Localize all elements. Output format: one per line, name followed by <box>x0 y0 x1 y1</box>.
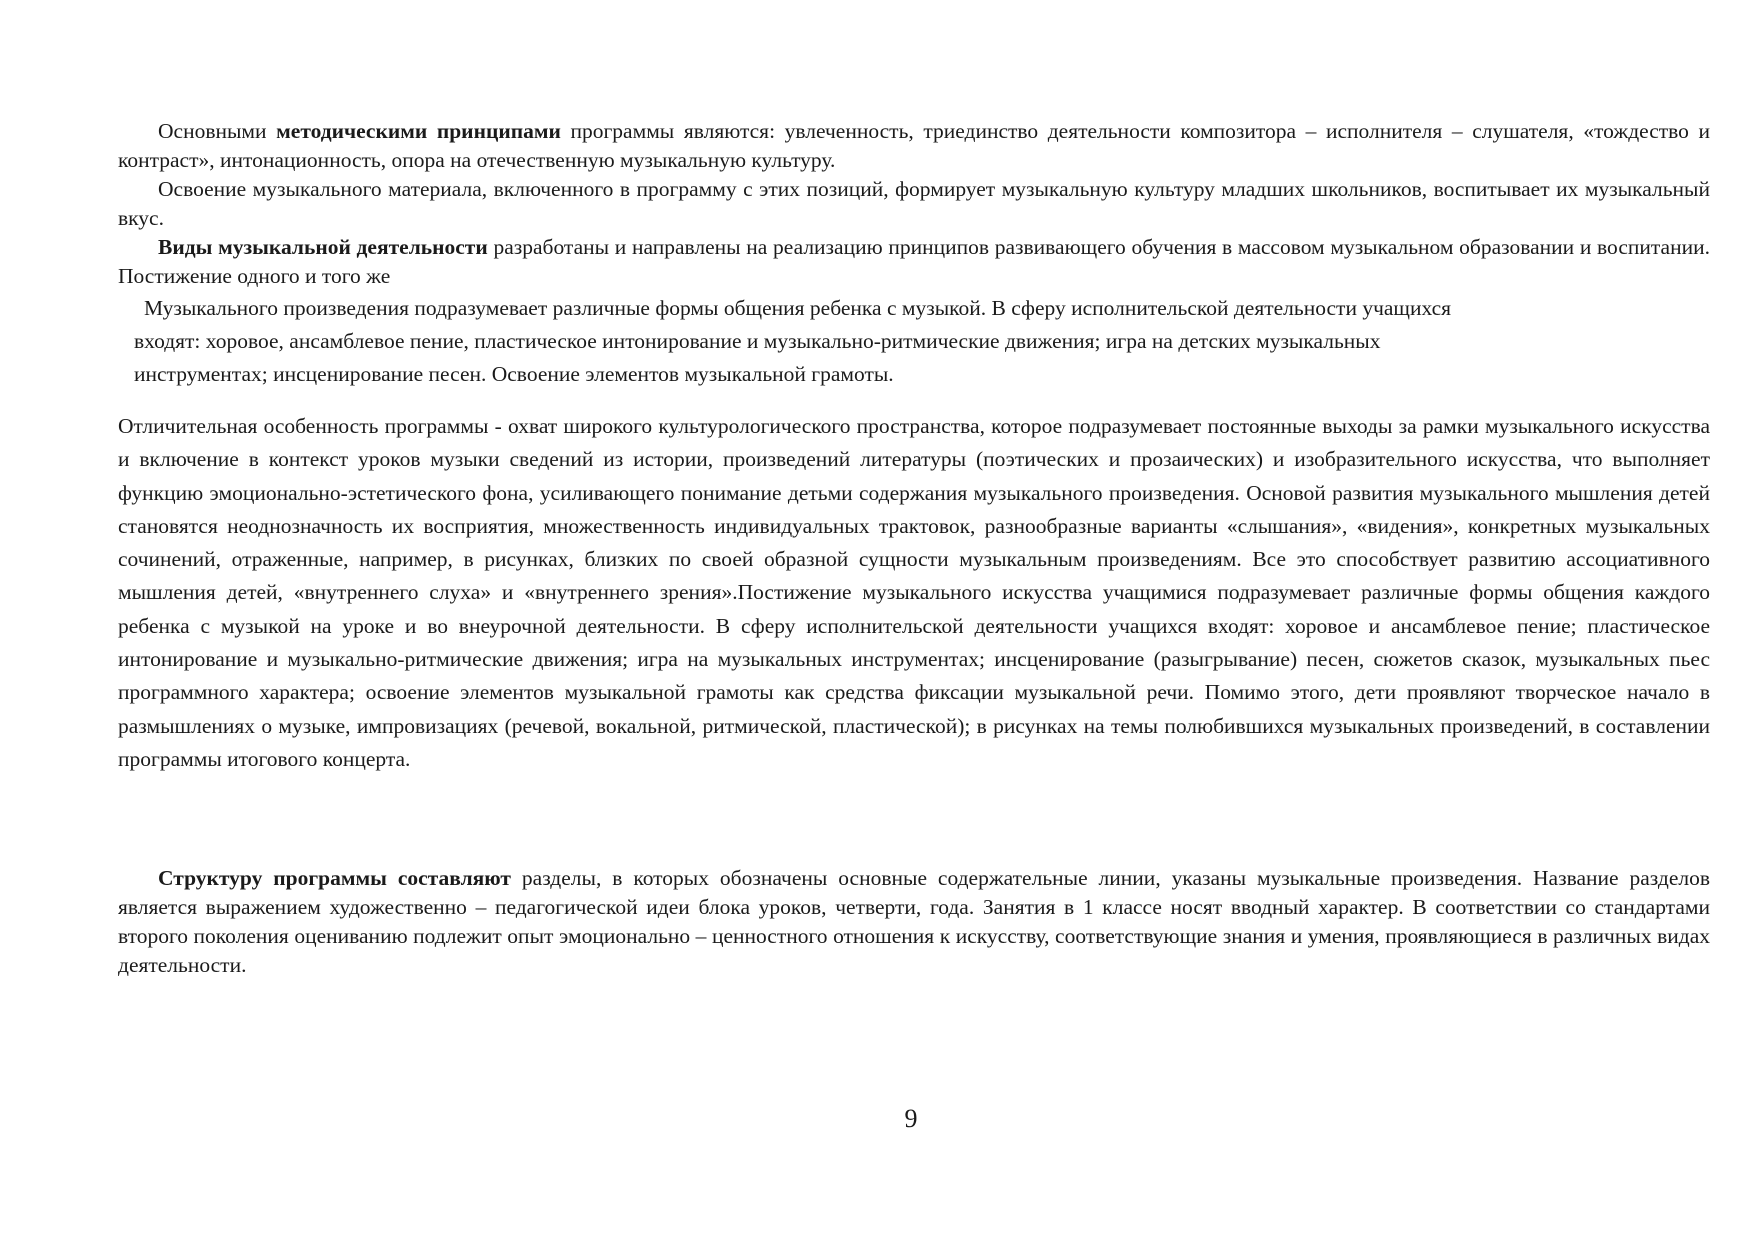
paragraph-text: программы являются: увлеченность, триединство деятельности композитора – исполнителя – слушателя, «тождество и контраст», интонационность, опора на отечественную музыкальную культуру. <box>118 119 1710 172</box>
paragraph-activity-types <box>118 233 1710 291</box>
paragraph-methodical-principles <box>118 117 1710 175</box>
text-line: Музыкального произведения подразумевает различные формы общения ребенка с музыкой. В сферу исполнительской деятельности учащихся <box>144 296 1452 320</box>
paragraph-material-mastering: Освоение музыкального материала, включенного в программу с этих позиций, формирует музыкальную культуру младших школьников, воспитывает их музыкальный вкус. <box>118 177 1710 230</box>
paragraph-text: разработаны и направлены на реализацию принципов развивающего обучения в массовом музыкальном образовании и воспитании. Постижение одного и того же <box>118 235 1710 288</box>
page-number: 9 <box>904 1104 918 1133</box>
paragraph-text: разделы, в которых обозначены основные содержательные линии, указаны музыкальные произведения. Название разделов является выражением художественно – педагогической идеи блока уроков, четверти, года. Занятия в 1 классе носят вводный характер. В соответствии со стандартами второго поколения оцениванию подлежит опыт эмоционально – ценностного отношения к искусству, соответствующие знания и умения, проявляющиеся в различных видах деятельности. <box>118 866 1710 977</box>
paragraph-program-feature: Отличительная особенность программы - охват широкого культурологического пространства, которое подразумевает постоянные выходы за рамки музыкального искусства и включение в контекст уроков музыки сведений из истории, произведений литературы (поэтических и прозаических) и изобразительного искусства, что выполняет функцию эмоционально-эстетического фона, усиливающего понимание детьми содержания музыкального произведения. Основой развития музыкального мышления детей становятся неоднозначность их восприятия, множественность индивидуальных трактовок, разнообразные варианты «слышания», «видения», конкретных музыкальных сочинений, отраженные, например, в рисунках, близких по своей образной сущности музыкальным произведениям. Все это способствует развитию ассоциативного мышления детей, «внутреннего слуха» и «внутреннего зрения».Постижение музыкального искусства учащимися подразумевает различные формы общения каждого ребенка с музыкой на уроке и во внеурочной деятельности. В сферу исполнительской деятельности учащихся входят: хоровое и ансамблевое пение; пластическое интонирование и музыкально-ритмические движения; игра на музыкальных инструментах; инсценирование (разыгрывание) песен, сюжетов сказок, музыкальных пьес программного характера; освоение элементов музыкальной грамоты как средства фиксации музыкальной речи. Помимо этого, дети проявляют творческое начало в размышлениях о музыке, импровизациях (речевой, вокальной, ритмической, пластической); в рисунках на темы полюбившихся музыкальных произведений, в составлении программы итогового концерта. <box>118 414 1710 771</box>
program-structure-section <box>118 864 1710 980</box>
performance-section <box>134 292 1694 391</box>
bold-term-program-structure: Структуру программы составляют <box>158 866 511 890</box>
bold-term-activity-types: Виды музыкальной деятельности <box>158 235 488 259</box>
text-line: входят: хоровое, ансамблевое пение, пластическое интонирование и музыкально-ритмические движения; игра на детских музыкальных <box>134 329 1381 353</box>
program-feature-section <box>118 410 1710 776</box>
principles-section <box>118 117 1710 291</box>
bold-term-methodical-principles: методическими принципами <box>276 119 561 143</box>
paragraph-lead: Основными <box>158 119 267 143</box>
text-line: инструментах; инсценирование песен. Освоение элементов музыкальной грамоты. <box>134 362 894 386</box>
paragraph-program-structure <box>118 864 1710 980</box>
